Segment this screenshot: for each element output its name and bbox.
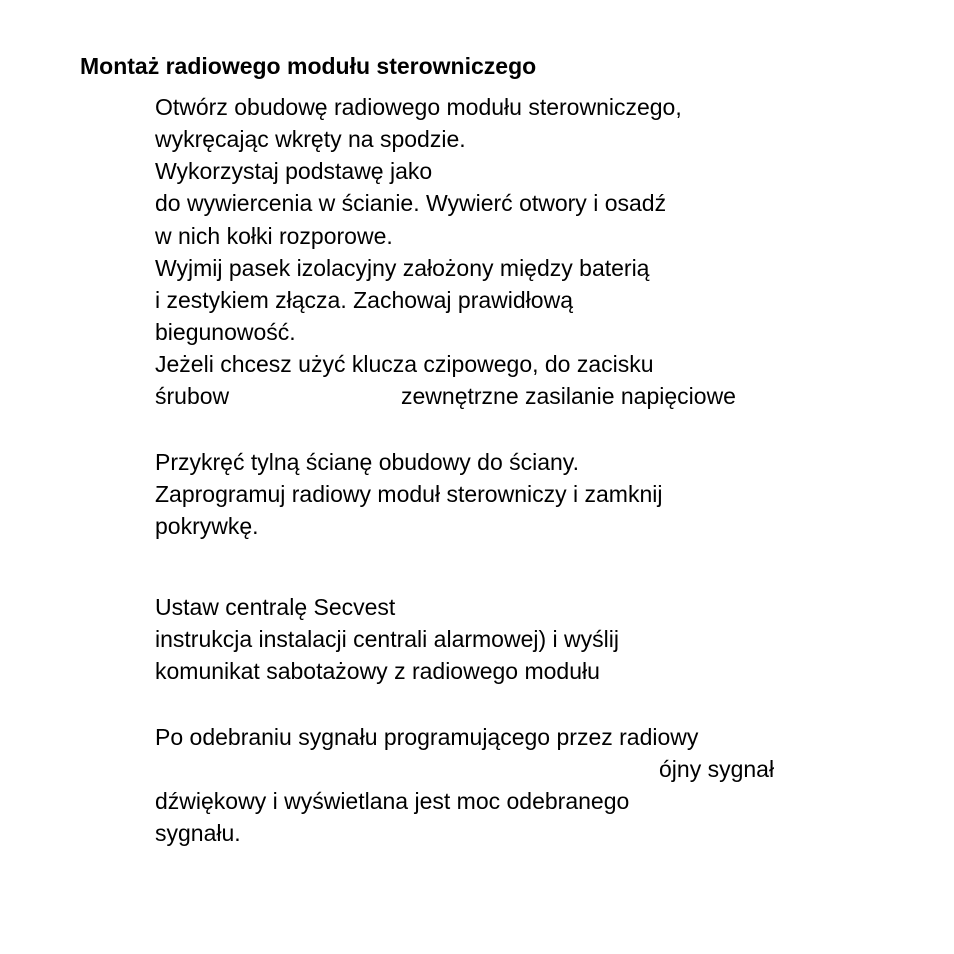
- text-line: ójny sygnał: [659, 756, 775, 782]
- section-title: Montaż radiowego modułu sterowniczego: [80, 53, 537, 79]
- text-line: sygnału.: [155, 820, 241, 846]
- text-line: instrukcja instalacji centrali alarmowej) i wyślij: [155, 626, 619, 652]
- text-line: dźwiękowy i wyświetlana jest moc odebranego: [155, 788, 630, 814]
- text-line: Przykręć tylną ścianę obudowy do ściany.: [155, 449, 579, 475]
- text-line: wykręcając wkręty na spodzie.: [155, 126, 466, 152]
- text-line: do wywiercenia w ścianie. Wywierć otwory i osadź: [155, 190, 667, 216]
- text-line: Jeżeli chcesz użyć klucza czipowego, do zacisku: [155, 351, 654, 377]
- text-line: zewnętrzne zasilanie napięciowe: [401, 383, 736, 409]
- text-line: Zaprogramuj radiowy moduł sterowniczy i zamknij: [155, 481, 663, 507]
- text-line: Otwórz obudowę radiowego modułu sterowniczego,: [155, 94, 682, 120]
- text-line: Wykorzystaj podstawę jako: [155, 158, 433, 184]
- text-line: biegunowość.: [155, 319, 296, 345]
- text-line: Po odebraniu sygnału programującego przez radiowy: [155, 724, 699, 750]
- text-line: i zestykiem złącza. Zachowaj prawidłową: [155, 287, 573, 313]
- text-line: komunikat sabotażowy z radiowego modułu: [155, 658, 600, 684]
- text-line: w nich kołki rozporowe.: [155, 223, 393, 249]
- text-line: Wyjmij pasek izolacyjny założony między baterią: [155, 255, 650, 281]
- text-line: pokrywkę.: [155, 513, 259, 539]
- text-line: śrubow: [155, 383, 230, 409]
- text-line: Ustaw centralę Secvest: [155, 594, 396, 620]
